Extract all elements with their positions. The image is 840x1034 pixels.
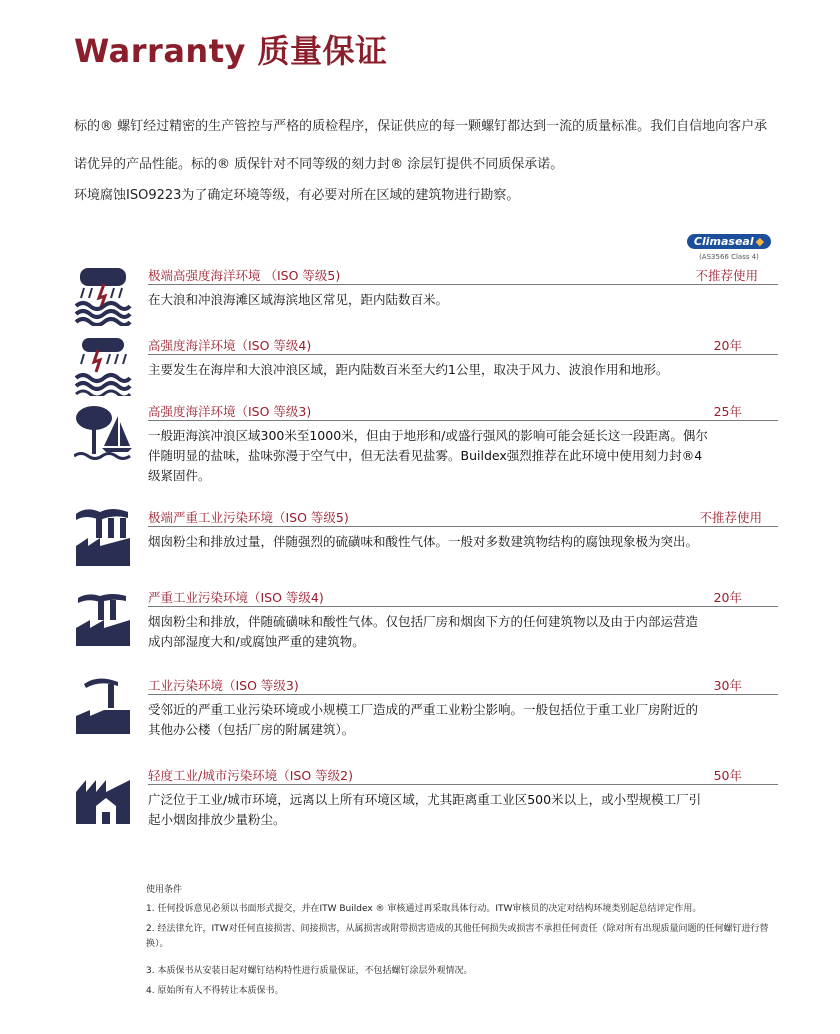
environment-row — [74, 766, 778, 832]
condition-item: 4. 原始所有人不得转让本质保书。 — [146, 986, 284, 996]
environment-description: 烟囱粉尘和排放，伴随硫磺味和酸性气体。仅包括厂房和烟囱下方的任何建筑物以及由于内部运营造成内部湿度大和/或腐蚀严重的建筑物。 — [148, 614, 699, 649]
environment-header — [148, 766, 778, 785]
warranty-period: 30年 — [713, 678, 742, 693]
condition-item: 3. 本质保书从安装日起对螺钉结构特性进行质量保证，不包括螺钉涂层外观情况。 — [146, 966, 473, 976]
environment-row — [74, 336, 778, 386]
storm-waves-icon — [74, 266, 132, 326]
warranty-period: 20年 — [713, 590, 742, 605]
warranty-period: 50年 — [713, 768, 742, 783]
light-industry-icon — [74, 766, 132, 826]
environment-row — [74, 588, 778, 654]
factory-building-icon — [74, 676, 132, 736]
environment-description: 主要发生在海岸和大浪冲浪区域，距内陆数百米至大约1公里，取决于风力、波浪作用和地形。 — [148, 362, 669, 377]
factory-smoke-icon — [74, 588, 132, 648]
page-title: Warranty 质量保证 — [74, 32, 388, 70]
environment-row — [74, 266, 778, 316]
warranty-period: 20年 — [713, 338, 742, 353]
climaseal-logo-mark: Climaseal ◆ — [687, 234, 771, 249]
environment-header — [148, 508, 778, 527]
condition-item: 1. 任何投诉意见必须以书面形式提交，并在ITW Buildex ® 审核通过再采取具体行动。ITW审核员的决定对结构环境类别起总结评定作用。 — [146, 904, 702, 914]
environment-name: 极端严重工业污染环境（ISO 等级5) — [148, 510, 349, 525]
warranty-period: 不推荐使用 — [695, 268, 758, 283]
environment-header — [148, 336, 778, 355]
environment-header — [148, 588, 778, 607]
tree-sailboat-icon — [74, 402, 132, 462]
environment-name: 极端高强度海洋环境 （ISO 等级5) — [148, 268, 341, 283]
warranty-period: 不推荐使用 — [699, 510, 762, 525]
intro-paragraph: 标的® 螺钉经过精密的生产管控与严格的质检程序，保证供应的每一颗螺钉都达到一流的质量标准。我们自信地向客户承诺优异的产品性能。标的® 质保针对不同等级的刻力封® 涂层钉提供不同质保承诺。 — [74, 119, 768, 172]
environment-row — [74, 676, 778, 742]
environment-description: 在大浪和冲浪海滩区域海滨地区常见，距内陆数百米。 — [148, 292, 449, 307]
environment-header — [148, 676, 778, 695]
environment-row — [74, 508, 778, 574]
environment-name: 高强度海洋环境（ISO 等级3) — [148, 404, 312, 419]
environment-description: 一般距海滨冲浪区域300米至1000米，但由于地形和/或盛行强风的影响可能会延长这一段距离。偶尔伴随明显的盐味，盐味弥漫于空气中，但无法看见盐雾。Buildex强烈推荐在此环境中使用刻力封®4级紧固件。 — [148, 428, 708, 483]
environment-name: 严重工业污染环境（ISO 等级4) — [148, 590, 324, 605]
environment-name: 轻度工业/城市污染环境（ISO 等级2) — [148, 768, 353, 783]
environment-header — [148, 402, 778, 421]
conditions-heading: 使用条件 — [146, 885, 183, 895]
environment-description: 烟囱粉尘和排放过量，伴随强烈的硫磺味和酸性气体。一般对多数建筑物结构的腐蚀现象极为突出。 — [148, 534, 699, 549]
rain-waves-icon — [74, 336, 132, 396]
heavy-factory-icon — [74, 508, 132, 568]
condition-item: 2. 经法律允许，ITW对任何直接损害、间接损害，从属损害或附带损害造成的其他任何损失或损害不承担任何责任（除对所有出现质量问题的任何螺钉进行替换）。 — [146, 924, 769, 949]
environment-description: 受邻近的严重工业污染环境或小规模工厂造成的严重工业粉尘影响。一般包括位于重工业厂房附近的其他办公楼（包括厂房的附属建筑）。 — [148, 702, 699, 737]
environment-name: 高强度海洋环境（ISO 等级4) — [148, 338, 312, 353]
climaseal-logo — [686, 230, 772, 261]
intro-iso-note: 环境腐蚀ISO9223为了确定环境等级，有必要对所在区域的建筑物进行勘察。 — [74, 188, 520, 203]
environment-name: 工业污染环境（ISO 等级3) — [148, 678, 299, 693]
environment-description: 广泛位于工业/城市环境，远离以上所有环境区域，尤其距离重工业区500米以上，或小型规模工厂引起小烟囱排放少量粉尘。 — [148, 792, 702, 827]
climaseal-class-note: (AS3566 Class 4) — [699, 253, 759, 261]
environment-header — [148, 266, 778, 285]
warranty-period: 25年 — [713, 404, 742, 419]
environment-row — [74, 402, 778, 492]
